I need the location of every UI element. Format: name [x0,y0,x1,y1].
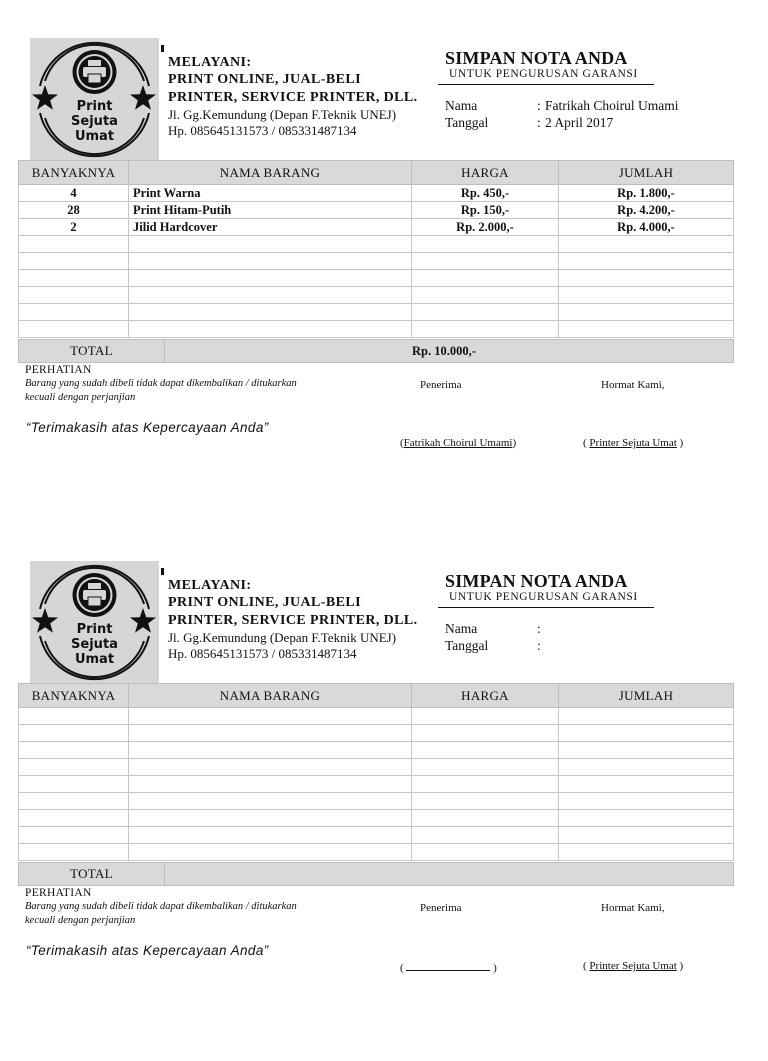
amount-cell [559,304,734,321]
price-cell [412,304,559,321]
qty-cell: 4 [19,185,129,202]
table-row [19,759,734,776]
shop-signature-name: Printer Sejuta Umat [589,437,677,449]
paren-open: ( [400,962,404,974]
col-jumlah: JUMLAH [559,684,734,708]
paren-close: ) [493,962,497,974]
table-row [19,202,734,219]
logo-text-1: Print [76,622,113,637]
shop-heading: MELAYANI: [168,578,252,593]
table-header [19,161,734,185]
shop-phone: Hp. 085645131573 / 085331487134 [168,123,357,138]
name-cell [129,236,412,253]
price-cell[interactable] [412,742,559,759]
qty-cell[interactable] [19,827,129,844]
perhatian-note [25,900,385,928]
qty-cell[interactable] [19,708,129,725]
colon: : [537,638,541,653]
paren-close: ) [679,437,684,449]
paren-close: ) [679,960,684,972]
name-cell: Jilid Hardcover [129,219,412,236]
name-cell[interactable] [129,708,412,725]
nama-label: Nama [445,621,478,636]
table-row [19,708,734,725]
table-row [19,742,734,759]
star-icon [130,608,156,633]
shop-signature-name: Printer Sejuta Umat [589,960,677,972]
items-table [18,683,734,861]
shop-signature [583,437,683,449]
table-row [19,793,734,810]
table-row [19,270,734,287]
amount-cell[interactable] [559,725,734,742]
colon: : [537,98,541,113]
amount-cell[interactable] [559,759,734,776]
col-harga: HARGA [412,684,559,708]
price-cell[interactable] [412,810,559,827]
thanks-message: “Terimakasih atas Kepercayaan Anda” [26,943,269,958]
table-row [19,776,734,793]
name-cell[interactable] [129,810,412,827]
colon: : [537,115,541,130]
qty-cell [19,304,129,321]
table-row [19,253,734,270]
name-cell [129,253,412,270]
table-row [19,844,734,861]
nota-title: SIMPAN NOTA ANDA [445,48,628,68]
tanggal-label: Tanggal [445,115,489,130]
paren-open: ( [583,437,587,449]
customer-signature-name: Fatrikah Choirul Umami [403,437,513,449]
name-cell[interactable] [129,793,412,810]
price-cell [412,253,559,270]
total-value[interactable] [165,863,734,886]
shop-services-2: PRINTER, SERVICE PRINTER, DLL. [168,613,418,628]
amount-cell [559,236,734,253]
hormat-label: Hormat Kami, [601,902,665,914]
price-cell[interactable] [412,844,559,861]
price-cell[interactable] [412,759,559,776]
shop-services-1: PRINT ONLINE, JUAL-BELI [168,72,361,87]
star-icon [130,85,156,110]
nama-label: Nama [445,98,478,113]
customer-signature-blank[interactable] [406,960,490,971]
mark [161,45,164,52]
price-cell[interactable] [412,776,559,793]
name-cell[interactable] [129,844,412,861]
nota-title: SIMPAN NOTA ANDA [445,571,628,591]
shop-services-2: PRINTER, SERVICE PRINTER, DLL. [168,90,418,105]
perhatian-heading: PERHATIAN [25,364,92,376]
note-line-1: Barang yang sudah dibeli tidak dapat dikembalikan / ditukarkan [25,901,297,912]
price-cell[interactable] [412,793,559,810]
amount-cell: Rp. 1.800,- [559,185,734,202]
colon: : [537,621,541,636]
customer-signature [400,960,497,974]
logo-text-3: Umat [74,652,115,667]
tanggal-label: Tanggal [445,638,489,653]
table-row [19,185,734,202]
paren-open: ( [583,960,587,972]
tanggal-value: 2 April 2017 [545,115,614,130]
printer-icon [73,573,117,617]
qty-cell: 2 [19,219,129,236]
price-cell: Rp. 150,- [412,202,559,219]
price-cell [412,270,559,287]
col-banyaknya: BANYAKNYA [19,161,129,185]
table-row [19,321,734,338]
table-row [19,827,734,844]
qty-cell [19,321,129,338]
name-cell: Print Warna [129,185,412,202]
logo-text-2: Sejuta [71,637,118,652]
amount-cell [559,270,734,287]
items-table [18,160,734,338]
qty-cell [19,253,129,270]
total-label: TOTAL [19,340,165,363]
name-cell [129,270,412,287]
shop-signature [583,960,683,972]
qty-cell[interactable] [19,810,129,827]
price-cell[interactable] [412,827,559,844]
penerima-label: Penerima [420,379,462,391]
amount-cell[interactable] [559,708,734,725]
table-row [19,287,734,304]
qty-cell[interactable] [19,793,129,810]
shop-logo [30,561,159,683]
paren-close: ) [512,437,517,449]
price-cell [412,236,559,253]
qty-cell [19,236,129,253]
logo-text-3: Umat [74,129,115,144]
note-line-2: kecuali dengan perjanjian [25,392,136,403]
paren-open: ( [400,437,404,449]
col-nama-barang: NAMA BARANG [129,684,412,708]
receipt-bottom [0,561,768,1061]
hormat-label: Hormat Kami, [601,379,665,391]
total-value: Rp. 10.000,- [165,340,734,363]
price-cell [412,287,559,304]
table-row [19,725,734,742]
col-nama-barang: NAMA BARANG [129,161,412,185]
table-row [19,810,734,827]
col-banyaknya: BANYAKNYA [19,684,129,708]
total-row [18,862,734,886]
name-cell [129,304,412,321]
shop-logo [30,38,159,160]
star-icon [32,85,58,110]
amount-cell: Rp. 4.200,- [559,202,734,219]
table-row [19,219,734,236]
thanks-message: “Terimakasih atas Kepercayaan Anda” [26,420,269,435]
amount-cell[interactable] [559,776,734,793]
qty-cell[interactable] [19,844,129,861]
price-cell [412,321,559,338]
amount-cell [559,321,734,338]
amount-cell[interactable] [559,844,734,861]
name-cell[interactable] [129,759,412,776]
perhatian-note [25,377,385,405]
amount-cell: Rp. 4.000,- [559,219,734,236]
perhatian-heading: PERHATIAN [25,887,92,899]
receipt-top [0,38,768,538]
amount-cell [559,253,734,270]
table-row [19,236,734,253]
customer-signature [400,437,516,449]
logo-text-1: Print [76,99,113,114]
mark [161,568,164,575]
qty-cell[interactable] [19,742,129,759]
logo-text-2: Sejuta [71,114,118,129]
qty-cell[interactable] [19,725,129,742]
total-row [18,339,734,363]
nama-value: Fatrikah Choirul Umami [545,98,679,113]
nota-subtitle: UNTUK PENGURUSAN GARANSI [438,68,654,85]
price-cell: Rp. 2.000,- [412,219,559,236]
note-line-1: Barang yang sudah dibeli tidak dapat dikembalikan / ditukarkan [25,378,297,389]
col-jumlah: JUMLAH [559,161,734,185]
printer-icon [73,50,117,94]
price-cell[interactable] [412,725,559,742]
qty-cell [19,270,129,287]
name-cell [129,287,412,304]
price-cell[interactable] [412,708,559,725]
amount-cell[interactable] [559,742,734,759]
name-cell[interactable] [129,742,412,759]
table-row [19,304,734,321]
name-cell[interactable] [129,827,412,844]
qty-cell [19,287,129,304]
amount-cell [559,287,734,304]
amount-cell[interactable] [559,810,734,827]
amount-cell[interactable] [559,793,734,810]
name-cell[interactable] [129,776,412,793]
price-cell: Rp. 450,- [412,185,559,202]
shop-heading: MELAYANI: [168,55,252,70]
qty-cell: 28 [19,202,129,219]
shop-services-1: PRINT ONLINE, JUAL-BELI [168,595,361,610]
nota-subtitle: UNTUK PENGURUSAN GARANSI [438,591,654,608]
name-cell [129,321,412,338]
star-icon [32,608,58,633]
note-line-2: kecuali dengan perjanjian [25,915,136,926]
table-header [19,684,734,708]
shop-phone: Hp. 085645131573 / 085331487134 [168,646,357,661]
qty-cell[interactable] [19,759,129,776]
shop-address: Jl. Gg.Kemundung (Depan F.Teknik UNEJ) [168,630,397,645]
shop-address: Jl. Gg.Kemundung (Depan F.Teknik UNEJ) [168,107,397,122]
qty-cell[interactable] [19,776,129,793]
amount-cell[interactable] [559,827,734,844]
penerima-label: Penerima [420,902,462,914]
name-cell[interactable] [129,725,412,742]
total-label: TOTAL [19,863,165,886]
col-harga: HARGA [412,161,559,185]
name-cell: Print Hitam-Putih [129,202,412,219]
